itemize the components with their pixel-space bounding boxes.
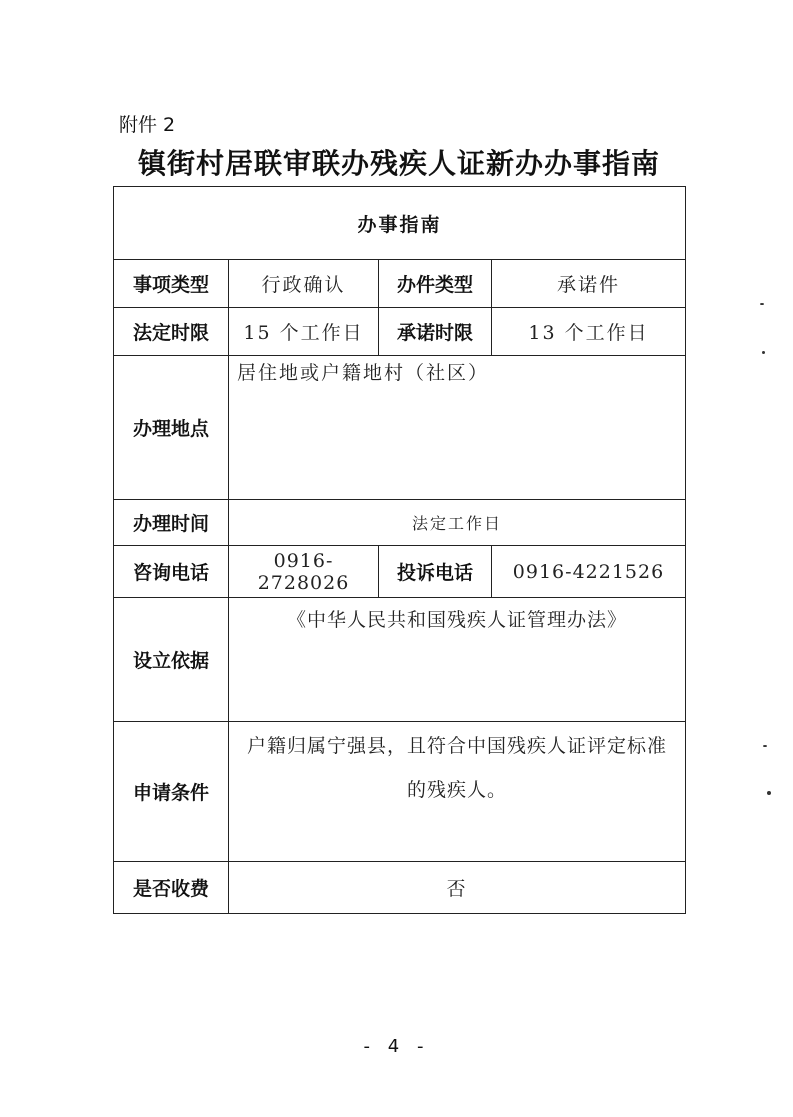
scan-speck (763, 745, 767, 747)
case-type-label: 办件类型 (379, 260, 492, 308)
time-label: 办理时间 (114, 500, 229, 546)
condition-line-1: 户籍归属宁强县，且符合中国残疾人证评定标准 (247, 735, 668, 757)
table-row (114, 356, 686, 500)
scan-speck (760, 303, 764, 305)
table-row (114, 722, 686, 862)
fee-value: 否 (229, 862, 686, 914)
fee-label: 是否收费 (114, 862, 229, 914)
document-title: 镇街村居联审联办残疾人证新办办事指南 (137, 147, 660, 180)
condition-value (229, 722, 686, 862)
table-row (114, 260, 686, 308)
guide-table (113, 186, 686, 914)
table-row (114, 500, 686, 546)
time-value: 法定工作日 (229, 500, 686, 546)
table-heading: 办事指南 (114, 187, 686, 260)
promise-limit-label: 承诺时限 (379, 308, 492, 356)
table-row (114, 598, 686, 722)
location-value: 居住地或户籍地村（社区） (229, 356, 686, 500)
table-row (114, 546, 686, 598)
complaint-phone-value: 0916-4221526 (492, 546, 686, 598)
condition-label: 申请条件 (114, 722, 229, 862)
complaint-phone-label: 投诉电话 (379, 546, 492, 598)
basis-label: 设立依据 (114, 598, 229, 722)
legal-limit-value: 15 个工作日 (229, 308, 379, 356)
legal-limit-label: 法定时限 (114, 308, 229, 356)
promise-limit-value: 13 个工作日 (492, 308, 686, 356)
consult-phone-label: 咨询电话 (114, 546, 229, 598)
table-row (114, 862, 686, 914)
location-label: 办理地点 (114, 356, 229, 500)
item-type-label: 事项类型 (114, 260, 229, 308)
condition-line-2: 的残疾人。 (407, 779, 508, 801)
case-type-value: 承诺件 (492, 260, 686, 308)
attachment-label: 附件 2 (119, 114, 176, 136)
item-type-value: 行政确认 (229, 260, 379, 308)
table-row (114, 308, 686, 356)
consult-phone-value: 0916-2728026 (229, 546, 379, 598)
basis-value: 《中华人民共和国残疾人证管理办法》 (229, 598, 686, 722)
scan-speck (767, 791, 771, 795)
page-number: - 4 - (363, 1036, 430, 1057)
scan-speck (762, 351, 765, 354)
